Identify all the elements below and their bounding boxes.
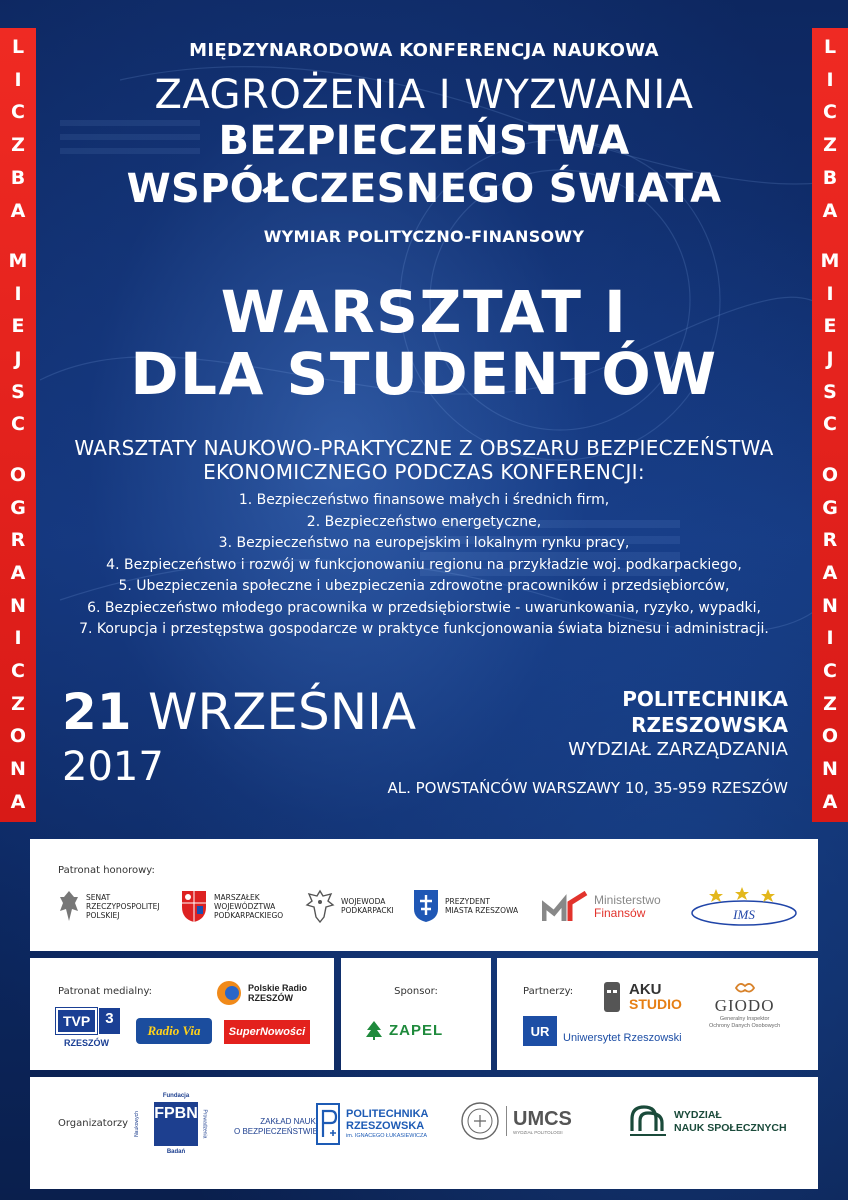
banner-letter: S (823, 380, 837, 403)
wojewoda-logo (305, 889, 394, 923)
banner-letter: I (826, 68, 834, 91)
banner-letter: C (11, 413, 25, 436)
senat-logo (58, 889, 160, 923)
uniwersytet-rzeszowski-logo (523, 1016, 682, 1046)
banner-letter: L (11, 36, 25, 58)
banner-letter: I (14, 68, 22, 91)
workshop-intro-line2: EKONOMICZNEGO PODCZAS KONFERENCJI: (203, 460, 645, 484)
umcs-crest-icon (460, 1101, 500, 1141)
banner-letter: A (10, 790, 26, 813)
tree-icon (365, 1020, 383, 1040)
city-crest-icon (413, 889, 439, 923)
zapel-logo (365, 1020, 443, 1040)
marszalek-text-2: WOJEWÓDZTWA (214, 901, 276, 911)
venue-faculty: WYDZIAŁ ZARZĄDZANIA (568, 739, 788, 760)
venue-address: AL. POWSTAŃCÓW WARSZAWY 10, 35-959 RZESZÓW (387, 779, 788, 797)
banner-letter: O (9, 463, 27, 486)
marszalek-text-1: MARSZAŁEK (214, 892, 260, 902)
prz-text-3: im. IGNACEGO ŁUKASIEWICZA (346, 1133, 427, 1139)
partners-panel (497, 958, 818, 1070)
banner-letter: Z (823, 692, 837, 715)
conference-title-line2: BEZPIECZEŃSTWA (218, 118, 630, 164)
fpbn-top-text: Fundacja (162, 1093, 190, 1099)
eagle-emblem-icon (305, 889, 335, 923)
fpbn-right-text: Prowadzenia (201, 1109, 208, 1139)
wojewoda-text-2: PODKARPACKI (341, 906, 394, 915)
radio-circle-icon (216, 980, 242, 1006)
polskie-radio-text-1: Polskie Radio (248, 983, 308, 993)
honorary-patronage-panel (30, 839, 818, 951)
zaklad-text-2: O BEZPIECZEŃSTWIE (234, 1127, 319, 1136)
politechnika-rzeszowska-logo (316, 1103, 429, 1145)
prezydent-text-2: MIASTA RZESZOWA (445, 906, 519, 915)
banner-letter: A (10, 561, 26, 584)
mf-logo-icon (542, 891, 588, 923)
aku-text: AKU (629, 981, 662, 998)
wns-text-1: WYDZIAŁ (674, 1109, 722, 1121)
venue-block (387, 686, 788, 798)
super-nowosci-logo (224, 1020, 310, 1044)
banner-letter: B (10, 166, 26, 189)
banner-letter: G (822, 496, 838, 519)
banner-letter: O (9, 725, 27, 748)
conference-dimension: WYMIAR POLITYCZNO-FINANSOWY (263, 227, 585, 246)
banner-letter: C (11, 660, 25, 683)
workshop-intro-line1: WARSZTATY NAUKOWO-PRAKTYCZNE Z OBSZARU BEZPIECZEŃSTWA (74, 436, 774, 460)
banner-letter: R (10, 529, 26, 552)
banner-letter: A (10, 199, 26, 222)
wns-logo-icon (628, 1103, 668, 1141)
marszalek-text-3: PODKARPACKIEGO (214, 910, 284, 920)
senat-text-2: RZECZYPOSPOLITEJ (86, 901, 160, 911)
banner-letter: I (14, 282, 22, 305)
banner-letter: Z (11, 134, 25, 157)
eagle-emblem-icon (58, 889, 80, 923)
conference-title-line1: ZAGROŻENIA I WYZWANIA (154, 72, 694, 118)
umcs-logo (460, 1101, 572, 1141)
honorary-patronage-label: Patronat honorowy: (58, 865, 155, 876)
banner-letter: N (822, 758, 838, 781)
workshop-title-line1: WARSZTAT I (220, 278, 628, 346)
studio-text: STUDIO (629, 996, 682, 1012)
ministerstwo-text-1: Ministerstwo (594, 893, 661, 907)
topic-item: 2. Bezpieczeństwo energetyczne, (306, 513, 542, 530)
banner-letter: O (821, 725, 839, 748)
banner-letter: I (826, 282, 834, 305)
giodo-subtext-1: Generalny Inspektor (719, 1016, 770, 1022)
giodo-subtext-2: Ochrony Danych Osobowych (709, 1023, 781, 1029)
topic-item: 5. Ubezpieczenia społeczne i ubezpieczenia zdrowotne pracowników i przedsiębiorców, (118, 578, 730, 594)
giodo-emblem-icon (734, 980, 756, 996)
prz-text-1: POLITECHNIKA (346, 1108, 429, 1120)
banner-letter: N (10, 758, 26, 781)
giodo-logo (709, 980, 780, 1030)
topic-item: 7. Korupcja i przestępstwa gospodarcze w praktyce funkcjonowania świata biznesu i administracji. (79, 621, 769, 637)
umcs-subtext: WYDZIAŁ POLITOLOGII (513, 1129, 563, 1135)
venue-name-line2: RZESZOWSKA (631, 713, 788, 737)
zapel-text: ZAPEL (389, 1021, 444, 1039)
organizers-label: Organizatorzy (58, 1118, 129, 1129)
marszalek-logo (180, 889, 283, 923)
ims-logo (690, 887, 798, 927)
banner-letter: C (823, 101, 837, 124)
statue-head-icon (601, 980, 623, 1014)
banner-letter: C (823, 413, 837, 436)
banner-letter: S (11, 380, 25, 403)
media-patronage-panel (30, 958, 334, 1070)
polskie-radio-logo (216, 980, 307, 1006)
banner-letter: L (823, 36, 837, 58)
super-nowosci-text: SuperNowości (228, 1026, 306, 1038)
conference-title-line3: WSPÓŁCZESNEGO ŚWIATA (126, 166, 722, 212)
date-day: 21 (62, 683, 132, 741)
ur-text: Uniwersytet Rzeszowski (563, 1032, 682, 1044)
sponsor-label: Sponsor: (394, 986, 438, 997)
organizers-panel (30, 1077, 818, 1189)
banner-letter: C (11, 101, 25, 124)
banner-letter: J (14, 348, 22, 371)
zaklad-nauki-logo (234, 1117, 318, 1137)
topic-item: 1. Bezpieczeństwo finansowe małych i średnich firm, (238, 492, 610, 508)
ministerstwo-finansow-logo (542, 891, 661, 923)
prz-text-2: RZESZOWSKA (346, 1120, 425, 1132)
banner-letter: Z (823, 134, 837, 157)
tvp-channel-number: 3 (99, 1008, 119, 1034)
date-month: WRZEŚNIA (148, 683, 417, 741)
banner-letter: Z (11, 692, 25, 715)
banner-letter: A (822, 199, 838, 222)
fpbn-left-text: Naukowych (133, 1111, 140, 1137)
ministerstwo-text-2: Finansów (594, 906, 646, 920)
banner-letter: M (8, 249, 28, 272)
banner-letter: I (14, 627, 22, 650)
tvp-city: RZESZÓW (64, 1038, 109, 1048)
topic-item: 3. Bezpieczeństwo na europejskim i lokalnym rynku pracy, (218, 535, 630, 551)
wydzial-nauk-spolecznych-logo (628, 1103, 787, 1141)
media-patronage-label: Patronat medialny: (58, 986, 153, 997)
svg-text:UR: UR (530, 1024, 550, 1039)
ims-text: IMS (733, 907, 755, 922)
aku-studio-logo (601, 980, 682, 1014)
banner-letter: N (10, 594, 26, 617)
banner-letter: O (821, 463, 839, 486)
banner-letter: E (11, 315, 25, 338)
banner-letter: E (823, 315, 837, 338)
wns-text-2: NAUK SPOŁECZNYCH (674, 1122, 787, 1134)
banner-letter: G (10, 496, 26, 519)
banner-letter: N (822, 594, 838, 617)
banner-letter: I (826, 627, 834, 650)
topic-item: 4. Bezpieczeństwo i rozwój w funkcjonowaniu regionu na przykładzie woj. podkarpackiego, (106, 556, 742, 573)
senat-text-3: POLSKIEJ (86, 910, 120, 920)
prezydent-logo (413, 889, 518, 923)
date-year: 2017 (62, 744, 164, 790)
banner-letter: M (820, 249, 840, 272)
zaklad-text-1: ZAKŁAD NAUKI (260, 1117, 319, 1126)
banner-letter: B (822, 166, 838, 189)
partners-label: Partnerzy: (523, 986, 574, 997)
banner-letter: J (826, 348, 834, 371)
ur-logo-icon (523, 1016, 557, 1046)
coat-of-arms-icon (180, 889, 208, 923)
fpbn-logo (133, 1093, 208, 1171)
wojewoda-text-1: WOJEWODA (341, 897, 386, 906)
radio-via-logo (136, 1018, 212, 1044)
banner-letter: C (823, 660, 837, 683)
workshop-title-line2: DLA STUDENTÓW (130, 340, 718, 408)
banner-letter: A (822, 561, 838, 584)
prz-logo-icon (316, 1103, 340, 1145)
prezydent-text-1: PREZYDENT (445, 897, 490, 906)
polskie-radio-text-2: RZESZÓW (248, 993, 293, 1003)
topic-list (0, 490, 848, 641)
umcs-text: UMCS (513, 1107, 572, 1130)
venue-name-line1: POLITECHNIKA (622, 687, 788, 711)
tvp3-logo: TVP 3 RZESZÓW (56, 1008, 120, 1048)
banner-letter: A (822, 790, 838, 813)
banner-letter: R (822, 529, 838, 552)
radio-via-text: Radio Via (147, 1023, 201, 1038)
topic-item: 6. Bezpieczeństwo młodego pracownika w przedsiębiorstwie - uwarunkowania, ryzyko, wypadki, (87, 599, 761, 616)
conference-subhead: MIĘDZYNARODOWA KONFERENCJA NAUKOWA (189, 40, 659, 61)
fpbn-mark: FPBN (154, 1102, 198, 1146)
sponsor-panel (341, 958, 491, 1070)
fpbn-bottom-text: Badań (166, 1149, 186, 1155)
senat-text-1: SENAT (86, 892, 111, 902)
giodo-text: GIODO (714, 996, 775, 1015)
